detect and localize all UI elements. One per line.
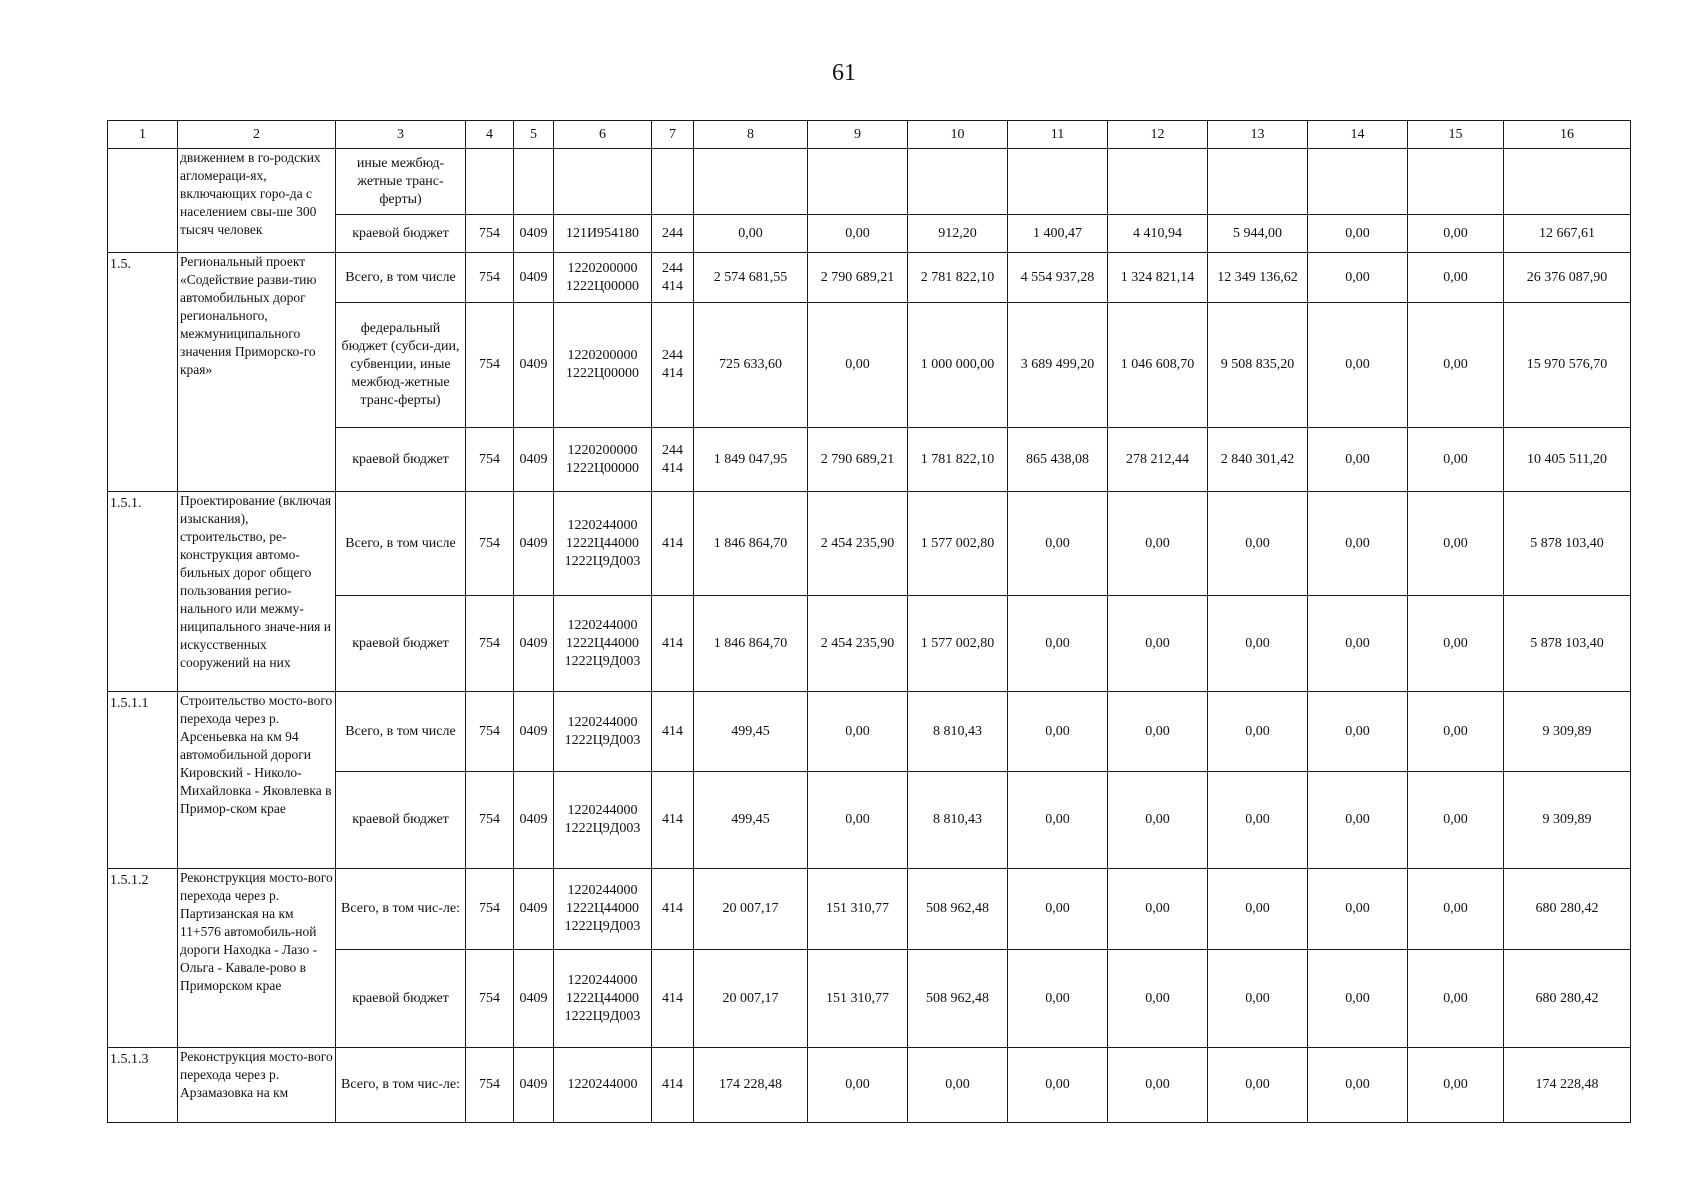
value-cell: 0,00 bbox=[1108, 772, 1208, 869]
value-cell: 0,00 bbox=[1108, 596, 1208, 692]
row-name-cell: Реконструкция мосто-вого перехода через р. Арзамазовка на км bbox=[178, 1048, 336, 1123]
value-cell: 8 810,43 bbox=[908, 692, 1008, 772]
value-cell: 2 454 235,90 bbox=[808, 596, 908, 692]
value-cell: 0,00 bbox=[1308, 692, 1408, 772]
value-cell: 1 849 047,95 bbox=[694, 428, 808, 492]
value-cell: 754 bbox=[466, 772, 514, 869]
row-number-cell: 1.5.1. bbox=[108, 492, 178, 692]
column-header: 12 bbox=[1108, 121, 1208, 149]
funding-source-cell: краевой бюджет bbox=[336, 950, 466, 1048]
value-cell: 5 878 103,40 bbox=[1504, 596, 1631, 692]
value-cell: 0409 bbox=[514, 215, 554, 253]
value-cell: 0,00 bbox=[1308, 492, 1408, 596]
value-cell: 414 bbox=[652, 596, 694, 692]
value-cell: 414 bbox=[652, 1048, 694, 1123]
column-header: 14 bbox=[1308, 121, 1408, 149]
funding-source-cell: краевой бюджет bbox=[336, 428, 466, 492]
value-cell: 754 bbox=[466, 950, 514, 1048]
table-row bbox=[108, 149, 1631, 215]
column-header: 4 bbox=[466, 121, 514, 149]
value-cell: 1220244000 bbox=[554, 1048, 652, 1123]
value-cell bbox=[1108, 149, 1208, 215]
value-cell: 0409 bbox=[514, 253, 554, 303]
value-cell: 0,00 bbox=[1008, 1048, 1108, 1123]
funding-source-cell: Всего, в том чис-ле: bbox=[336, 1048, 466, 1123]
value-cell: 5 878 103,40 bbox=[1504, 492, 1631, 596]
value-cell: 0,00 bbox=[1308, 869, 1408, 950]
column-header: 11 bbox=[1008, 121, 1108, 149]
column-header: 16 bbox=[1504, 121, 1631, 149]
value-cell: 754 bbox=[466, 1048, 514, 1123]
table-row bbox=[108, 596, 1631, 692]
value-cell: 20 007,17 bbox=[694, 950, 808, 1048]
value-cell: 0409 bbox=[514, 428, 554, 492]
value-cell: 1 577 002,80 bbox=[908, 492, 1008, 596]
value-cell: 2 790 689,21 bbox=[808, 253, 908, 303]
value-cell: 0,00 bbox=[1408, 692, 1504, 772]
value-cell: 414 bbox=[652, 492, 694, 596]
value-cell: 754 bbox=[466, 215, 514, 253]
value-cell: 244 414 bbox=[652, 303, 694, 428]
value-cell: 0,00 bbox=[808, 303, 908, 428]
value-cell: 1220244000 1222Ц44000 1222Ц9Д003 bbox=[554, 492, 652, 596]
value-cell bbox=[694, 149, 808, 215]
budget-table bbox=[107, 120, 1631, 1123]
value-cell: 0,00 bbox=[1408, 428, 1504, 492]
value-cell: 414 bbox=[652, 692, 694, 772]
value-cell: 12 349 136,62 bbox=[1208, 253, 1308, 303]
value-cell: 0,00 bbox=[908, 1048, 1008, 1123]
value-cell: 0,00 bbox=[1208, 692, 1308, 772]
value-cell: 0,00 bbox=[1108, 950, 1208, 1048]
value-cell: 4 554 937,28 bbox=[1008, 253, 1108, 303]
value-cell bbox=[514, 149, 554, 215]
value-cell: 1220200000 1222Ц00000 bbox=[554, 253, 652, 303]
row-number-cell: 1.5.1.3 bbox=[108, 1048, 178, 1123]
value-cell: 1 324 821,14 bbox=[1108, 253, 1208, 303]
value-cell: 0,00 bbox=[1408, 869, 1504, 950]
value-cell: 0,00 bbox=[1108, 1048, 1208, 1123]
value-cell: 0,00 bbox=[1308, 596, 1408, 692]
value-cell: 0,00 bbox=[1108, 492, 1208, 596]
funding-source-cell: Всего, в том чис-ле: bbox=[336, 869, 466, 950]
value-cell: 754 bbox=[466, 596, 514, 692]
value-cell: 4 410,94 bbox=[1108, 215, 1208, 253]
value-cell bbox=[1408, 149, 1504, 215]
value-cell: 1220200000 1222Ц00000 bbox=[554, 303, 652, 428]
row-name-cell: Региональный проект «Содействие разви-тию автомобильных дорог регионального, межмуниципального значения Приморско-го края» bbox=[178, 253, 336, 492]
value-cell: 8 810,43 bbox=[908, 772, 1008, 869]
row-name-cell: Строительство мосто-вого перехода через р. Арсеньевка на км 94 автомобильной дороги Кировский - Николо-Михайловка - Яковлевка в Примор-ском крае bbox=[178, 692, 336, 869]
column-header: 6 bbox=[554, 121, 652, 149]
value-cell: 0,00 bbox=[1408, 596, 1504, 692]
value-cell: 0,00 bbox=[1408, 772, 1504, 869]
column-header: 5 bbox=[514, 121, 554, 149]
column-number-row bbox=[108, 121, 1631, 149]
value-cell: 0,00 bbox=[808, 1048, 908, 1123]
value-cell: 0409 bbox=[514, 869, 554, 950]
value-cell: 15 970 576,70 bbox=[1504, 303, 1631, 428]
funding-source-cell: краевой бюджет bbox=[336, 596, 466, 692]
value-cell bbox=[554, 149, 652, 215]
value-cell: 0,00 bbox=[1208, 1048, 1308, 1123]
value-cell: 1 046 608,70 bbox=[1108, 303, 1208, 428]
value-cell: 0,00 bbox=[1408, 253, 1504, 303]
funding-source-cell: Всего, в том числе bbox=[336, 692, 466, 772]
value-cell: 26 376 087,90 bbox=[1504, 253, 1631, 303]
value-cell: 1220244000 1222Ц44000 1222Ц9Д003 bbox=[554, 869, 652, 950]
value-cell: 0,00 bbox=[1208, 772, 1308, 869]
value-cell: 0,00 bbox=[1108, 869, 1208, 950]
value-cell: 0409 bbox=[514, 1048, 554, 1123]
table-row bbox=[108, 215, 1631, 253]
funding-source-cell: краевой бюджет bbox=[336, 772, 466, 869]
value-cell: 0,00 bbox=[1008, 492, 1108, 596]
value-cell: 754 bbox=[466, 492, 514, 596]
column-header: 13 bbox=[1208, 121, 1308, 149]
value-cell: 1 846 864,70 bbox=[694, 596, 808, 692]
value-cell: 725 633,60 bbox=[694, 303, 808, 428]
value-cell: 0,00 bbox=[1308, 253, 1408, 303]
table-row bbox=[108, 950, 1631, 1048]
value-cell: 0,00 bbox=[1208, 950, 1308, 1048]
page-number: 61 bbox=[832, 60, 856, 86]
row-number-cell: 1.5. bbox=[108, 253, 178, 492]
value-cell: 499,45 bbox=[694, 772, 808, 869]
value-cell: 20 007,17 bbox=[694, 869, 808, 950]
value-cell: 1 400,47 bbox=[1008, 215, 1108, 253]
value-cell: 151 310,77 bbox=[808, 869, 908, 950]
value-cell: 0,00 bbox=[808, 692, 908, 772]
row-number-cell: 1.5.1.2 bbox=[108, 869, 178, 1048]
value-cell bbox=[466, 149, 514, 215]
value-cell: 278 212,44 bbox=[1108, 428, 1208, 492]
table-row bbox=[108, 303, 1631, 428]
value-cell: 244 414 bbox=[652, 428, 694, 492]
value-cell: 0,00 bbox=[694, 215, 808, 253]
value-cell: 1 577 002,80 bbox=[908, 596, 1008, 692]
value-cell: 0,00 bbox=[1008, 772, 1108, 869]
value-cell: 121И954180 bbox=[554, 215, 652, 253]
value-cell: 5 944,00 bbox=[1208, 215, 1308, 253]
funding-source-cell: Всего, в том числе bbox=[336, 253, 466, 303]
table-row bbox=[108, 253, 1631, 303]
value-cell: 680 280,42 bbox=[1504, 869, 1631, 950]
value-cell bbox=[1208, 149, 1308, 215]
column-header: 3 bbox=[336, 121, 466, 149]
row-name-cell: Реконструкция мосто-вого перехода через р. Партизанская на км 11+576 автомобиль-ной дороги Находка - Лазо - Ольга - Кавале-рово в Приморском крае bbox=[178, 869, 336, 1048]
value-cell: 10 405 511,20 bbox=[1504, 428, 1631, 492]
value-cell: 0409 bbox=[514, 950, 554, 1048]
value-cell: 1220244000 1222Ц44000 1222Ц9Д003 bbox=[554, 596, 652, 692]
value-cell: 1220200000 1222Ц00000 bbox=[554, 428, 652, 492]
value-cell: 1 781 822,10 bbox=[908, 428, 1008, 492]
value-cell: 1220244000 1222Ц9Д003 bbox=[554, 692, 652, 772]
value-cell: 680 280,42 bbox=[1504, 950, 1631, 1048]
table-row bbox=[108, 1048, 1631, 1123]
value-cell: 3 689 499,20 bbox=[1008, 303, 1108, 428]
value-cell: 912,20 bbox=[908, 215, 1008, 253]
value-cell bbox=[908, 149, 1008, 215]
value-cell: 9 309,89 bbox=[1504, 772, 1631, 869]
value-cell: 754 bbox=[466, 692, 514, 772]
value-cell: 2 574 681,55 bbox=[694, 253, 808, 303]
column-header: 7 bbox=[652, 121, 694, 149]
value-cell: 12 667,61 bbox=[1504, 215, 1631, 253]
value-cell: 0409 bbox=[514, 492, 554, 596]
value-cell bbox=[808, 149, 908, 215]
value-cell: 0,00 bbox=[808, 772, 908, 869]
value-cell: 174 228,48 bbox=[1504, 1048, 1631, 1123]
value-cell: 0409 bbox=[514, 772, 554, 869]
value-cell: 0,00 bbox=[1008, 596, 1108, 692]
value-cell bbox=[1308, 149, 1408, 215]
value-cell: 0,00 bbox=[808, 215, 908, 253]
funding-source-cell: Всего, в том числе bbox=[336, 492, 466, 596]
column-header: 2 bbox=[178, 121, 336, 149]
row-number-cell bbox=[108, 149, 178, 253]
table-row bbox=[108, 772, 1631, 869]
value-cell: 0,00 bbox=[1308, 772, 1408, 869]
value-cell: 244 bbox=[652, 215, 694, 253]
value-cell: 0,00 bbox=[1008, 692, 1108, 772]
value-cell: 0,00 bbox=[1308, 428, 1408, 492]
value-cell: 2 790 689,21 bbox=[808, 428, 908, 492]
value-cell: 414 bbox=[652, 869, 694, 950]
funding-source-cell: иные межбюд-жетные транс-ферты) bbox=[336, 149, 466, 215]
value-cell: 2 454 235,90 bbox=[808, 492, 908, 596]
funding-source-cell: федеральный бюджет (субси-дии, субвенции, иные межбюд-жетные транс-ферты) bbox=[336, 303, 466, 428]
value-cell: 151 310,77 bbox=[808, 950, 908, 1048]
value-cell bbox=[1504, 149, 1631, 215]
row-name-cell: Проектирование (включая изыскания), строительство, ре-конструкция автомо-бильных дорог общего пользования регио-нального или межму-ниципального значе-ния и искусственных сооружений на них bbox=[178, 492, 336, 692]
column-header: 15 bbox=[1408, 121, 1504, 149]
value-cell: 0,00 bbox=[1408, 303, 1504, 428]
value-cell: 0409 bbox=[514, 692, 554, 772]
value-cell: 754 bbox=[466, 253, 514, 303]
value-cell: 754 bbox=[466, 869, 514, 950]
value-cell: 865 438,08 bbox=[1008, 428, 1108, 492]
value-cell: 244 414 bbox=[652, 253, 694, 303]
value-cell: 1220244000 1222Ц9Д003 bbox=[554, 772, 652, 869]
value-cell: 0,00 bbox=[1208, 492, 1308, 596]
value-cell: 0,00 bbox=[1008, 869, 1108, 950]
column-header: 10 bbox=[908, 121, 1008, 149]
table-row bbox=[108, 692, 1631, 772]
value-cell: 414 bbox=[652, 950, 694, 1048]
table-row bbox=[108, 428, 1631, 492]
value-cell: 0,00 bbox=[1208, 596, 1308, 692]
column-header: 8 bbox=[694, 121, 808, 149]
value-cell: 0,00 bbox=[1308, 1048, 1408, 1123]
value-cell: 414 bbox=[652, 772, 694, 869]
value-cell: 1 000 000,00 bbox=[908, 303, 1008, 428]
row-name-cell: движением в го-родских агломераци-ях, включающих горо-да с населением свы-ше 300 тысяч человек bbox=[178, 149, 336, 253]
value-cell: 9 309,89 bbox=[1504, 692, 1631, 772]
value-cell: 0,00 bbox=[1308, 950, 1408, 1048]
value-cell: 2 781 822,10 bbox=[908, 253, 1008, 303]
value-cell: 499,45 bbox=[694, 692, 808, 772]
value-cell: 508 962,48 bbox=[908, 950, 1008, 1048]
value-cell: 2 840 301,42 bbox=[1208, 428, 1308, 492]
value-cell: 754 bbox=[466, 303, 514, 428]
table-row bbox=[108, 492, 1631, 596]
column-header: 1 bbox=[108, 121, 178, 149]
value-cell: 0,00 bbox=[1408, 215, 1504, 253]
row-number-cell: 1.5.1.1 bbox=[108, 692, 178, 869]
value-cell bbox=[1008, 149, 1108, 215]
funding-source-cell: краевой бюджет bbox=[336, 215, 466, 253]
value-cell: 0,00 bbox=[1308, 215, 1408, 253]
value-cell: 0409 bbox=[514, 596, 554, 692]
value-cell: 754 bbox=[466, 428, 514, 492]
value-cell: 9 508 835,20 bbox=[1208, 303, 1308, 428]
value-cell: 0,00 bbox=[1308, 303, 1408, 428]
table-row bbox=[108, 869, 1631, 950]
value-cell: 508 962,48 bbox=[908, 869, 1008, 950]
value-cell: 0,00 bbox=[1408, 492, 1504, 596]
value-cell: 174 228,48 bbox=[694, 1048, 808, 1123]
value-cell: 0,00 bbox=[1208, 869, 1308, 950]
value-cell bbox=[652, 149, 694, 215]
column-header: 9 bbox=[808, 121, 908, 149]
value-cell: 1220244000 1222Ц44000 1222Ц9Д003 bbox=[554, 950, 652, 1048]
value-cell: 0,00 bbox=[1408, 950, 1504, 1048]
value-cell: 0,00 bbox=[1008, 950, 1108, 1048]
value-cell: 1 846 864,70 bbox=[694, 492, 808, 596]
value-cell: 0,00 bbox=[1408, 1048, 1504, 1123]
value-cell: 0409 bbox=[514, 303, 554, 428]
value-cell: 0,00 bbox=[1108, 692, 1208, 772]
